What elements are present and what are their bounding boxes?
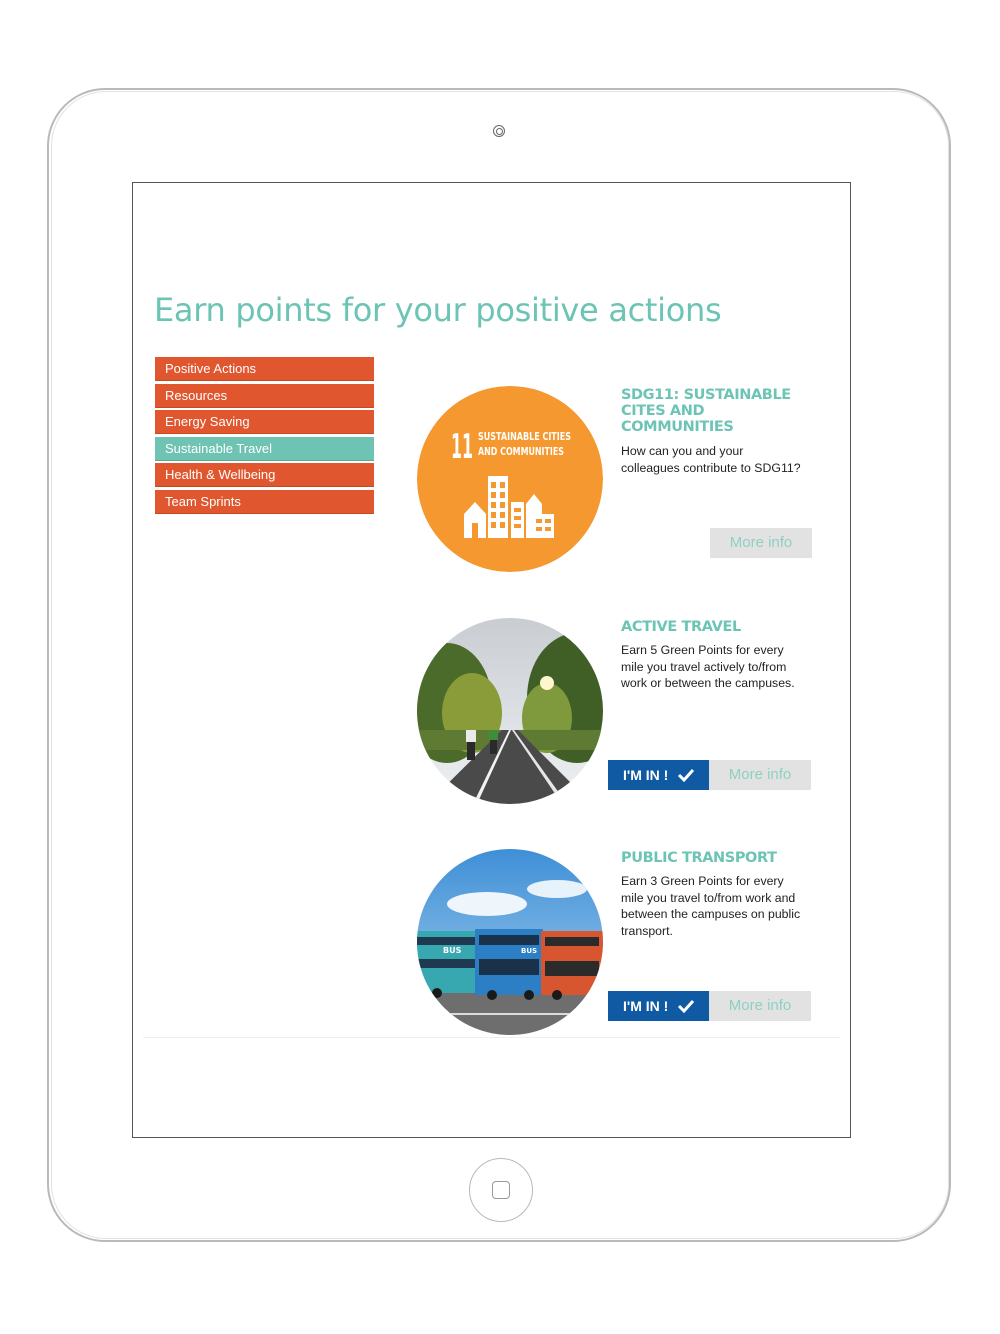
camera-icon — [493, 125, 505, 137]
active-travel-image — [417, 618, 603, 804]
screen — [132, 182, 851, 1138]
sdg-label-line2: AND COMMUNITIES — [478, 445, 565, 458]
card-desc-sdg11: How can you and your colleagues contribute to SDG11? — [621, 444, 801, 475]
card-desc-public-transport: Earn 3 Green Points for every mile you travel to/from work and between the campuses on public transport. — [621, 874, 801, 938]
side-menu — [155, 357, 374, 517]
card-desc-active-travel: Earn 5 Green Points for every mile you travel actively to/from work or between the campuses. — [621, 643, 795, 690]
menu-item-resources[interactable]: Resources — [155, 384, 374, 408]
im-in-button-public-transport[interactable] — [608, 991, 709, 1021]
more-info-button-public-transport[interactable]: More info — [709, 991, 811, 1021]
menu-item-sustainable-travel[interactable]: Sustainable Travel — [155, 437, 374, 461]
public-transport-image — [417, 849, 603, 1035]
menu-item-energy-saving[interactable]: Energy Saving — [155, 410, 374, 434]
im-in-label: I'M IN ! — [623, 767, 669, 783]
page-title: Earn points for your positive actions — [154, 291, 722, 329]
menu-item-health-wellbeing[interactable]: Health & Wellbeing — [155, 463, 374, 487]
sdg-label-line1: SUSTAINABLE CITIES — [478, 430, 572, 443]
more-info-button-sdg11[interactable]: More info — [710, 528, 812, 558]
divider — [143, 1037, 840, 1038]
sdg11-badge-image — [417, 386, 603, 572]
im-in-button-active-travel[interactable] — [608, 760, 709, 790]
home-button[interactable] — [469, 1158, 533, 1222]
card-title-active-travel: ACTIVE TRAVEL — [621, 619, 741, 635]
card-title-sdg11: SDG11: SUSTAINABLE CITES AND COMMUNITIES — [621, 387, 791, 435]
menu-item-positive-actions[interactable]: Positive Actions — [155, 357, 374, 381]
bus-label-2: BUS — [521, 947, 538, 955]
bus-label-1: BUS — [443, 946, 462, 955]
home-square-icon — [492, 1181, 510, 1199]
more-info-button-active-travel[interactable]: More info — [709, 760, 811, 790]
card-title-public-transport: PUBLIC TRANSPORT — [621, 850, 777, 866]
menu-item-team-sprints[interactable]: Team Sprints — [155, 490, 374, 514]
checkmark-icon — [677, 768, 695, 782]
im-in-label: I'M IN ! — [623, 998, 669, 1014]
checkmark-icon — [677, 999, 695, 1013]
sdg-number: 11 — [451, 427, 473, 467]
